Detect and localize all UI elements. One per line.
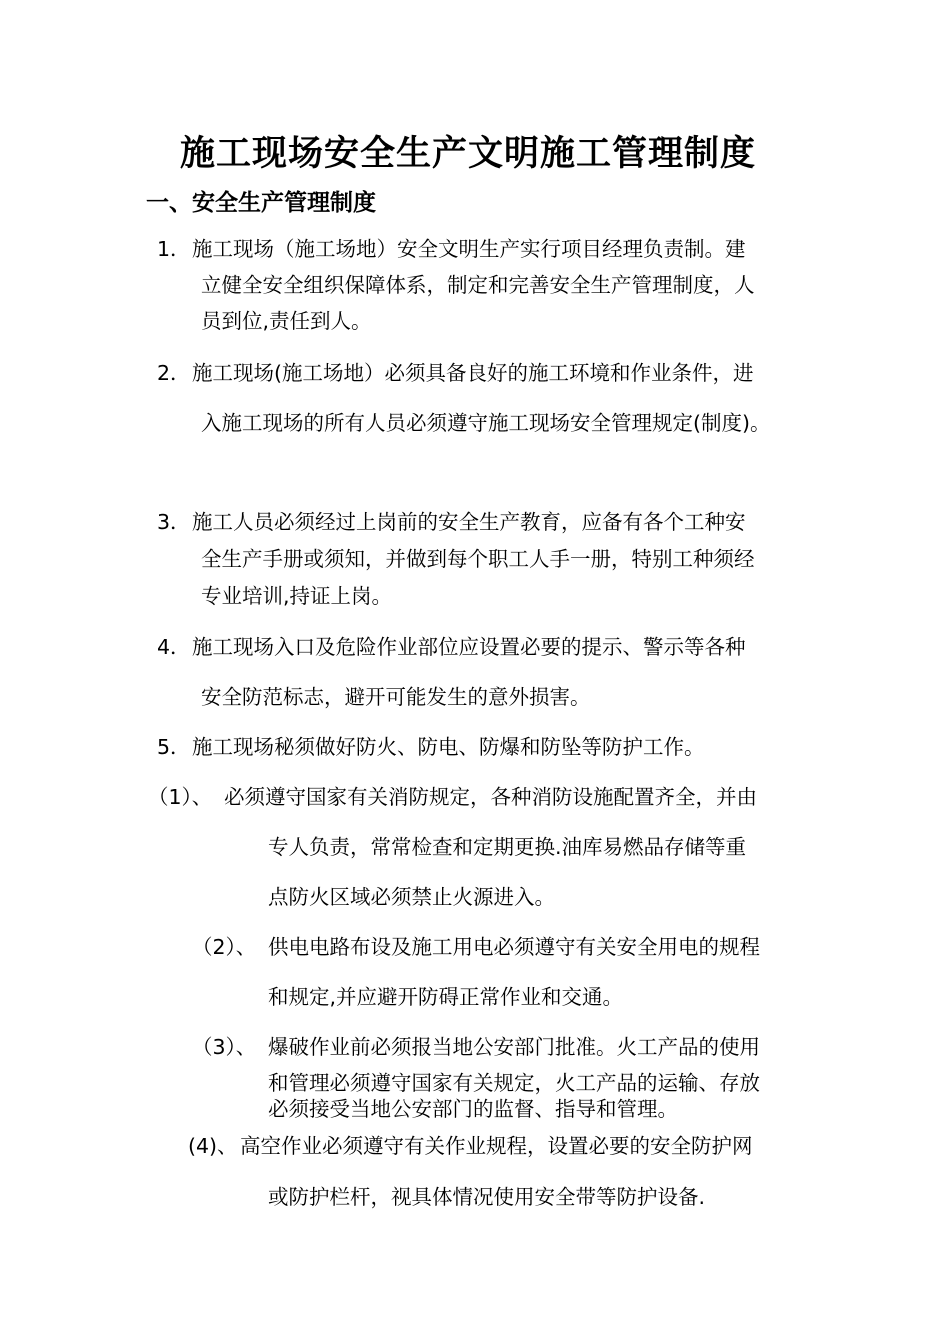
item-3-line-1: 施工人员必须经过上岗前的安全生产教育，应备有各个工种安 [192,510,746,534]
subitem-3-line-3: 必须接受当地公安部门的监督、指导和管理。 [268,1097,678,1121]
subitem-4-number: (4)、 [188,1134,238,1158]
subitem-3-number: （3）、 [192,1035,257,1059]
item-3-line-3: 专业培训,持证上岗。 [201,584,393,608]
item-1-number: 1． [157,237,191,261]
subitem-2-number: （2）、 [192,935,257,959]
item-5-number: 5． [157,735,191,759]
item-5-line-1: 施工现场秘须做好防火、防电、防爆和防坠等防护工作。 [192,735,705,759]
subitem-3-line-1: 爆破作业前必须报当地公安部门批准。火工产品的使用 [268,1035,760,1059]
subitem-2-line-1: 供电电路布设及施工用电必须遵守有关安全用电的规程 [268,935,760,959]
subitem-1-line-3: 点防火区域必须禁止火源进入。 [268,885,555,909]
item-4-line-2: 安全防范标志，避开可能发生的意外损害。 [201,685,591,709]
subitem-1-line-2: 专人负责，常常检查和定期更换.油库易燃品存储等重 [268,835,747,859]
section-heading: 一、安全生产管理制度 [146,190,376,216]
subitem-1-line-1: 必须遵守国家有关消防规定，各种消防设施配置齐全，并由 [224,785,757,809]
subitem-1-number: （1）、 [148,785,213,809]
item-1-line-3: 员到位,责任到人。 [201,309,372,333]
item-3-line-2: 全生产手册或须知，并做到每个职工人手一册，特别工种须经 [201,547,755,571]
item-4-number: 4． [157,635,191,659]
item-2-line-1: 施工现场(施工场地）必须具备良好的施工环境和作业条件，进 [192,361,754,385]
subitem-2-line-2: 和规定,并应避开防碍正常作业和交通。 [268,985,624,1009]
item-1-line-1: 施工现场（施工场地）安全文明生产实行项目经理负责制。建 [192,237,746,261]
item-1-line-2: 立健全安全组织保障体系，制定和完善安全生产管理制度，人 [201,273,755,297]
subitem-3-line-2: 和管理必须遵守国家有关规定，火工产品的运输、存放 [268,1071,760,1095]
item-4-line-1: 施工现场入口及危险作业部位应设置必要的提示、警示等各种 [192,635,746,659]
subitem-4-line-2: 或防护栏杆，视具体情况使用安全带等防护设备. [268,1185,706,1209]
item-3-number: 3． [157,510,191,534]
item-2-number: 2． [157,361,191,385]
subitem-4-line-1: 高空作业必须遵守有关作业规程，设置必要的安全防护网 [240,1134,753,1158]
item-2-line-2: 入施工现场的所有人员必须遵守施工现场安全管理规定(制度)。 [201,411,771,435]
document-title: 施工现场安全生产文明施工管理制度 [180,134,757,174]
